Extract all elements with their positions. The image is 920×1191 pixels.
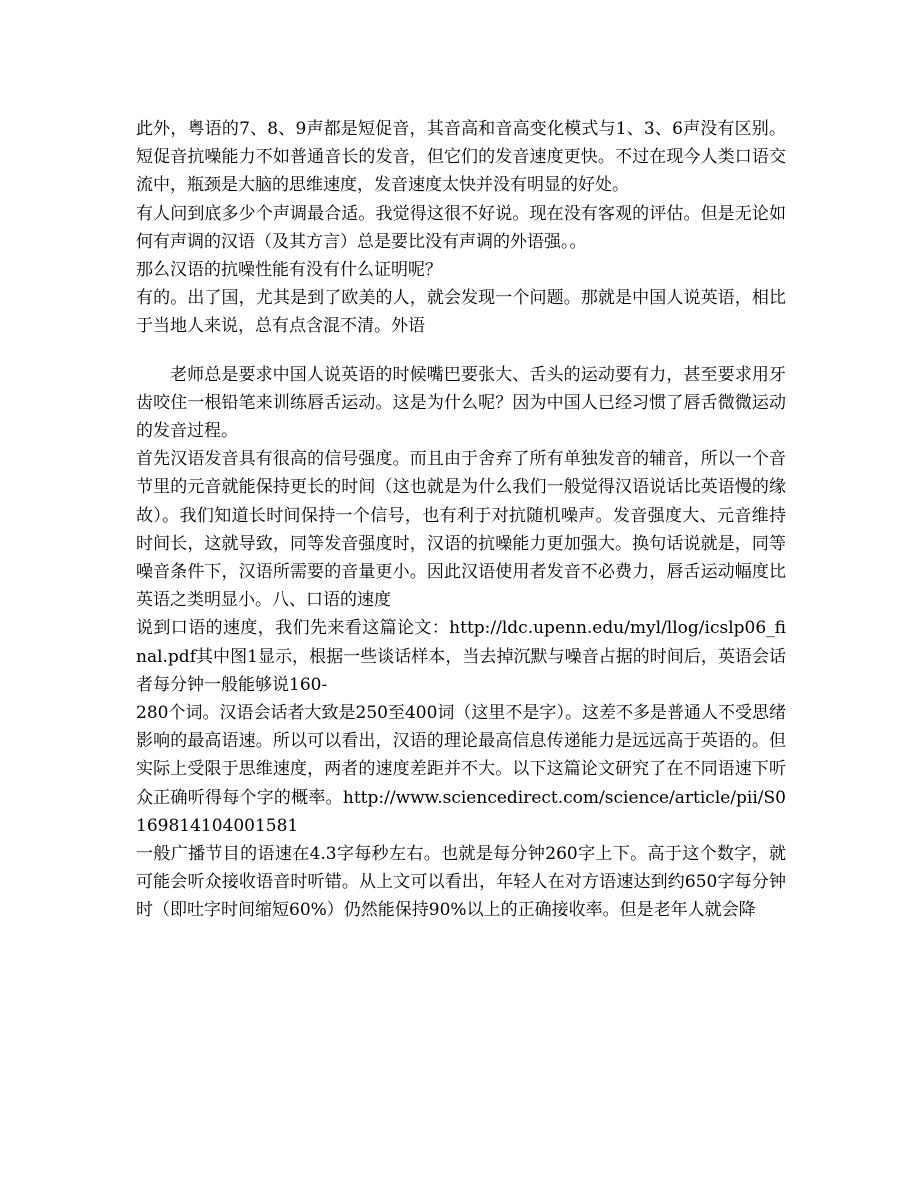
paragraph-signal-strength: 首先汉语发音具有很高的信号强度。而且由于舍弃了所有单独发音的辅音，所以一个音节里的元音就能保持更长的时间（这也就是为什么我们一般觉得汉语说话比英语慢的缘故）。我们知道长时间保持一个信号，也有利于对抗随机噪声。发音强度大、元音维持时间长，这就导致，同等发音强度时，汉语的抗噪能力更加强大。换句话说就是，同等噪音条件下，汉语所需要的音量更小。因此汉语使用者发音不必费力，唇舌运动幅度比英语之类明显小。八、口语的速度 [136,449,786,611]
paragraph-teacher-lip-movement: 老师总是要求中国人说英语的时候嘴巴要张大、舌头的运动要有力，甚至要求用牙齿咬住一根铅笔来训练唇舌运动。这是为什么呢？因为中国人已经习惯了唇舌微微运动的发音过程。 [136,364,786,442]
paragraph-cantonese-tones: 此外，粤语的7、8、9声都是短促音，其音高和音高变化模式与1、3、6声没有区别。短促音抗噪能力不如普通音长的发音，但它们的发音速度更快。不过在现今人类口语交流中，瓶颈是大脑的思维速度，发音速度太快并没有明显的好处。 [136,119,786,196]
paragraph-broadcast-speed: 一般广播节目的语速在4.3字每秒左右。也就是每分钟260字上下。高于这个数字，就可能会听众接收语音时听错。从上文可以看出，年轻人在对方语速达到约650字每分钟时（即吐字时间缩短60%）仍然能保持90%以上的正确接收率。但是老年人就会降 [136,844,786,921]
paragraph-noise-proof-question: 那么汉语的抗噪性能有没有什么证明呢？ [136,260,442,281]
paragraph-number-of-tones: 有人问到底多少个声调最合适。我觉得这很不好说。现在没有客观的评估。但是无论如何有声调的汉语（及其方言）总是要比没有声调的外语强。。 [136,203,786,252]
paragraph-speech-speed-paper: 说到口语的速度，我们先来看这篇论文：http://ldc.upenn.edu/myl/llog/icslp06_final.pdf其中图1显示，根据一些谈话样本，当去掉沉默与噪音占据的时间后，英语会话者每分钟一般能够说160- [136,618,786,695]
paragraph-chinese-english-speakers: 有的。出了国，尤其是到了欧美的人，就会发现一个问题。那就是中国人说英语，相比于当地人来说，总有点含混不清。外语 [136,288,786,337]
document-body [136,115,786,925]
paragraph-words-per-minute: 280个词。汉语会话者大致是250至400词（这里不是字）。这差不多是普通人不受思绪影响的最高语速。所以可以看出，汉语的理论最高信息传递能力是远远高于英语的。但实际上受限于思维速度，两者的速度差距并不大。以下这篇论文研究了在不同语速下听众正确听得每个字的概率。http://www.sciencedirect.com/science/article/pii/S0169814104001581 [136,703,786,836]
